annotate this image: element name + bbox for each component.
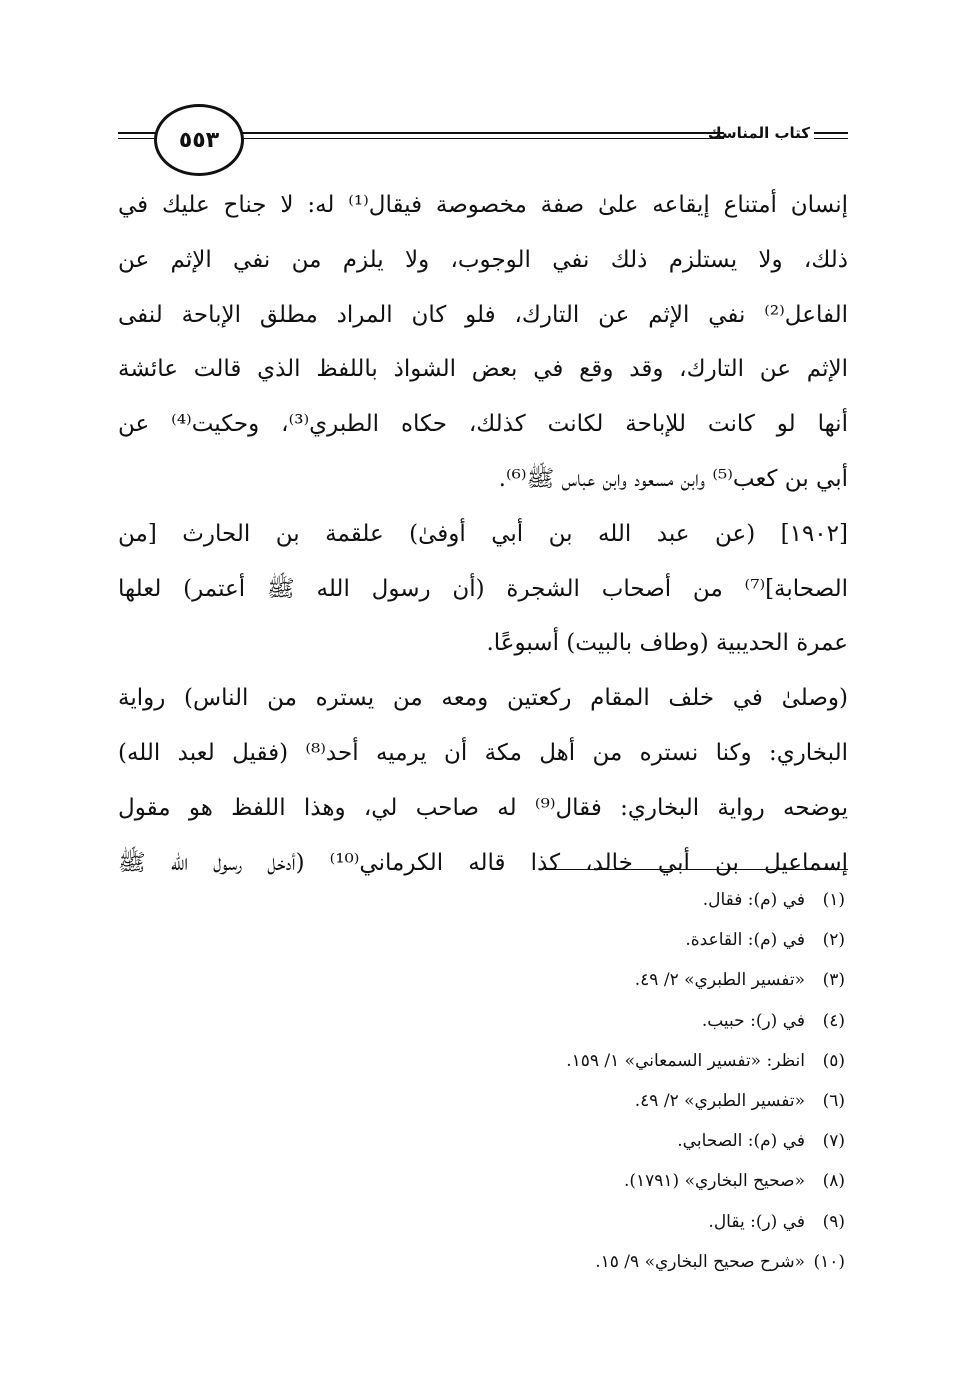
footnote-text: في (م): القاعدة. <box>685 930 805 951</box>
text-line: عمرة الحديبية (وطاف بالبيت) أسبوعًا. <box>486 630 848 657</box>
footnote-text: في (ر): يقال. <box>708 1211 805 1232</box>
text-line: الفاعل⁽²⁾ نفي الإثم عن التارك، فلو كان المراد مطلق الإباحة لنفى <box>118 301 848 328</box>
text-line: ذلك، ولا يستلزم ذلك نفي الوجوب، ولا يلزم من نفي الإثم عن <box>118 246 848 273</box>
footnote-item <box>285 1242 845 1282</box>
footnote-number: (٤) <box>822 1010 845 1031</box>
footnote-item <box>285 1041 845 1081</box>
header-rule-right-top <box>814 132 848 134</box>
footnote-text: «تفسير الطبري» ٢/ ٤٩. <box>634 970 805 991</box>
footnote-separator <box>545 869 848 870</box>
footnote-text: «تفسير الطبري» ٢/ ٤٩. <box>634 1090 805 1111</box>
footnote-item <box>285 960 845 1000</box>
text-line: الصحابة]⁽⁷⁾ من أصحاب الشجرة (أن رسول الله ﷺ أعتمر) لعلها <box>118 575 848 602</box>
footnote-item <box>285 1001 845 1041</box>
footnote-text: «صحيح البخاري» (١٧٩١). <box>623 1171 805 1192</box>
text-line: أبي بن كعب⁽⁵⁾ وابن مسعود وابن عباس ﷺ⁽⁶⁾. <box>498 465 848 492</box>
footnote-text: انظر: «تفسير السمعاني» ١/ ١٥٩. <box>566 1050 805 1071</box>
footnotes <box>285 880 845 1282</box>
header-rule-left-bottom <box>118 138 158 139</box>
main-text <box>118 178 848 890</box>
footnote-number: (٧) <box>822 1131 845 1152</box>
footnote-item <box>285 1081 845 1121</box>
book-title: كتاب المناسك <box>707 124 810 142</box>
footnote-number: (١) <box>822 890 845 910</box>
footnote-number: (٥) <box>822 1050 845 1071</box>
footnote-text: «شرح صحيح البخاري» ٩/ ١٥. <box>595 1251 805 1272</box>
footnote-item <box>285 1161 845 1201</box>
footnote-text: في (ر): حبيب. <box>701 1010 805 1031</box>
text-line: إسماعيل بن أبي خالد، كذا قاله الكرماني⁽¹⁰⁾ (أدخل رسول الله ﷺ <box>118 849 848 876</box>
text-line: [١٩٠٢] (عن عبد الله بن أبي أوفىٰ) علقمة بن الحارث [من <box>118 520 848 547</box>
footnote-number: (٣) <box>822 970 845 991</box>
footnote-item <box>285 920 845 960</box>
header-rule-center-top <box>240 132 724 134</box>
text-line: يوضحه رواية البخاري: فقال⁽⁹⁾ له صاحب لي، وهذا اللفظ هو مقول <box>118 794 848 821</box>
footnote-item <box>285 880 845 920</box>
footnote-number: (٨) <box>822 1171 845 1192</box>
text-line: الإثم عن التارك، وقد وقع في بعض الشواذ باللفظ الذي قالت عائشة <box>118 356 848 383</box>
text-line: (وصلىٰ في خلف المقام ركعتين ومعه من يستره من الناس) رواية <box>118 685 848 712</box>
footnote-number: (٦) <box>822 1090 845 1111</box>
page-number: ٥٥٣ <box>178 127 220 153</box>
text-line: أنها لو كانت للإباحة لكانت كذلك، حكاه الطبري⁽³⁾، وحكيت⁽⁴⁾ عن <box>118 411 848 438</box>
footnote-text: في (م): فقال. <box>702 890 805 910</box>
footnote-text: في (م): الصحابي. <box>677 1131 805 1152</box>
text-line: البخاري: وكنا نستره من أهل مكة أن يرميه أحد⁽⁸⁾ (فقيل لعبد الله) <box>118 739 848 766</box>
footnote-number: (١٠) <box>813 1251 845 1272</box>
header-rule-left-top <box>118 132 158 134</box>
page-header <box>118 98 848 178</box>
footnote-number: (٢) <box>822 930 845 951</box>
header-rule-center-bottom <box>240 138 724 139</box>
footnote-number: (٩) <box>822 1211 845 1232</box>
page-number-badge <box>154 104 244 176</box>
header-rule-right-bottom <box>814 138 848 139</box>
footnote-item <box>285 1202 845 1242</box>
text-line: إنسان أمتناع إيقاعه علىٰ صفة مخصوصة فيقال⁽¹⁾ له: لا جناح عليك في <box>118 192 848 218</box>
footnote-item <box>285 1121 845 1161</box>
